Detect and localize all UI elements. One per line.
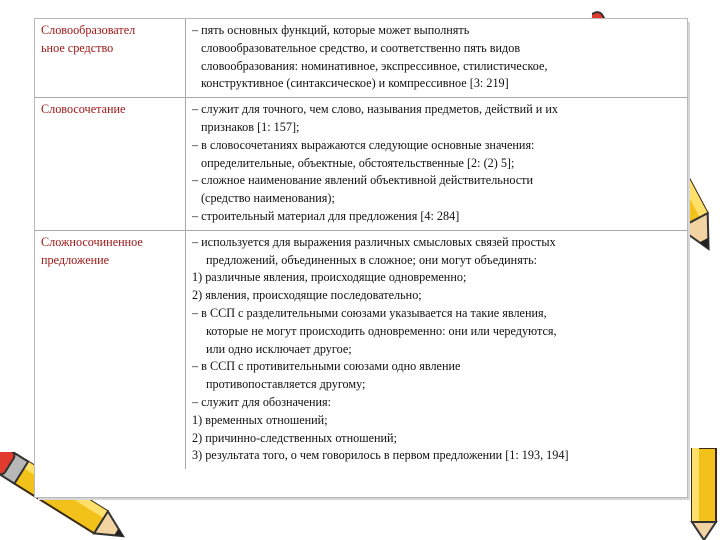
term-cell [35, 98, 186, 231]
table-row [35, 230, 687, 469]
term-line: Словообразовател [41, 23, 136, 37]
description-line: предложений, объединенных в сложное; они могут объединять: [206, 252, 538, 267]
term-line: предложение [41, 252, 110, 267]
description-line: конструктивное (синтаксическое) и компрессивное [3: 219] [201, 76, 509, 91]
description-line: – пять основных функций, которые может выполнять [192, 23, 470, 37]
table-row [35, 98, 687, 231]
description-line: – сложное наименование явлений объективной действительности [192, 173, 534, 188]
description-line: 2) причинно-следственных отношений; [192, 430, 397, 445]
description-line: словообразовательное средство, и соответственно пять видов [201, 40, 521, 55]
description-line: (средство наименования); [201, 191, 335, 206]
definitions-page [34, 18, 688, 498]
description-line: словообразования: номинативное, экспрессивное, стилистическое, [201, 58, 548, 73]
term-line: Сложносочиненное [41, 234, 143, 249]
description-cell [186, 230, 688, 469]
description-line: 1) временных отношений; [192, 412, 328, 427]
description-line: 2) явления, происходящие последовательно; [192, 288, 422, 303]
description-line: 3) результата того, о чем говорилось в первом предложении [1: 193, 194] [192, 448, 569, 463]
pencil-right-bottom-icon [686, 448, 720, 540]
description-line: или одно исключает другое; [206, 341, 352, 356]
description-line: определительные, объектные, обстоятельственные [2: (2) 5]; [201, 155, 515, 170]
description-line: – в ССП с противительными союзами одно явление [192, 359, 461, 374]
description-line: признаков [1: 157]; [201, 119, 300, 134]
description-line: которые не могут происходить одновременно: они или чередуются, [206, 323, 557, 338]
description-line: – служит для обозначения: [192, 394, 332, 409]
description-cell [186, 98, 688, 231]
term-cell [35, 230, 186, 469]
description-line: – строительный материал для предложения [4: 284] [192, 208, 460, 223]
table-row [35, 19, 687, 98]
description-line: – служит для точного, чем слово, называния предметов, действий и их [192, 102, 558, 117]
term-line: Словосочетание [41, 102, 126, 117]
description-cell [186, 19, 688, 98]
term-line: ьное средство [41, 40, 114, 55]
description-line: – используется для выражения различных смысловых связей простых [192, 234, 556, 249]
term-cell [35, 19, 186, 98]
description-line: – в ССП с разделительными союзами указывается на такие явления, [192, 305, 547, 320]
definitions-table [35, 19, 687, 469]
description-line: 1) различные явления, происходящие одновременно; [192, 270, 467, 285]
description-line: – в словосочетаниях выражаются следующие основные значения: [192, 137, 535, 152]
description-line: противопоставляется другому; [206, 377, 366, 392]
